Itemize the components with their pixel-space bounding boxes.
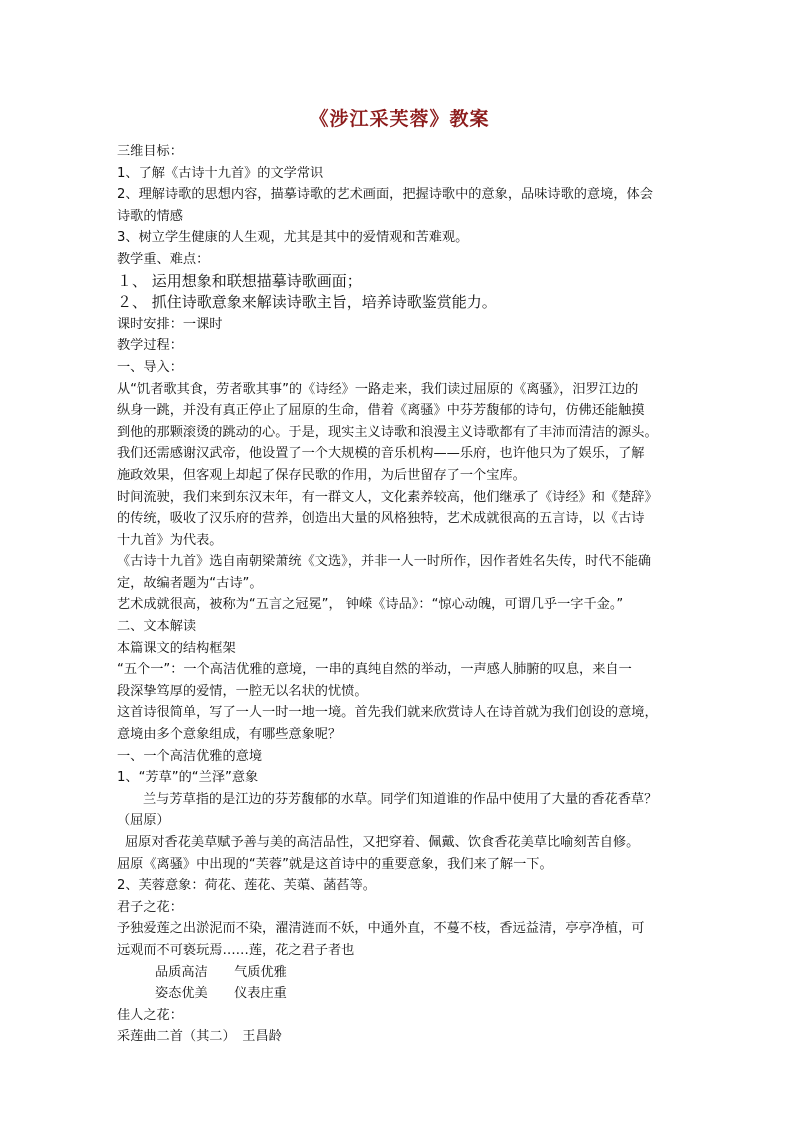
text-line: 时间流驶，我们来到东汉末年，有一群文人，文化素养较高，他们继承了《诗经》和《楚辞》 bbox=[117, 489, 658, 505]
text-line: 从“饥者歌其食，劳者歌其事”的《诗经》一路走来，我们读过屈原的《离骚》，汨罗江边的 bbox=[117, 381, 639, 397]
text-line: 定，故编者题为“古诗”。 bbox=[117, 575, 263, 591]
text-line: 教学重、难点： bbox=[117, 251, 210, 267]
text-line: 的传统，吸收了汉乐府的营养，创造出大量的风格独特，艺术成就很高的五言诗，以《古诗 bbox=[117, 511, 645, 527]
text-line: 远观而不可亵玩焉……莲，花之君子者也 bbox=[117, 942, 355, 958]
text-line: 2、理解诗歌的思想内容，描摹诗歌的艺术画面，把握诗歌中的意象，品味诗歌的意境，体会 bbox=[117, 187, 653, 203]
text-line: 段深挚笃厚的爱情，一腔无以名状的忧愤。 bbox=[117, 683, 368, 699]
text-line: 1、了解《古诗十九首》的文学常识 bbox=[117, 165, 324, 181]
text-line: 艺术成就很高，被称为“五言之冠冕”， 钟嵘《诗品》：“惊心动魄，可谓几乎一字千金。” bbox=[117, 597, 624, 613]
text-line: 一、一个高洁优雅的意境 bbox=[117, 748, 263, 764]
text-line: 十九首》为代表。 bbox=[117, 532, 223, 548]
text-line: 纵身一跳，并没有真正停止了屈原的生命，借着《离骚》中芬芳馥郁的诗句，仿佛还能触摸 bbox=[117, 403, 645, 419]
text-line: 予独爱莲之出淤泥而不染，濯清涟而不妖，中通外直，不蔓不枝，香远益清，亭亭净植，可 bbox=[117, 921, 645, 937]
text-line: 二、文本解读 bbox=[117, 619, 197, 635]
text-line: １、 运用想象和联想描摹诗歌画面； bbox=[117, 271, 362, 290]
text-line: 诗歌的情感 bbox=[117, 208, 183, 224]
text-line: 三维目标： bbox=[117, 144, 183, 159]
text-line: （屈原） bbox=[117, 813, 170, 829]
text-line: 到他的那颗滚烫的跳动的心。于是，现实主义诗歌和浪漫主义诗歌都有了丰沛而清洁的源头。 bbox=[117, 424, 658, 440]
text-line: 教学过程： bbox=[117, 338, 183, 354]
text-line: 意境由多个意象组成，有哪些意象呢？ bbox=[117, 727, 342, 743]
text-line: 君子之花： bbox=[117, 899, 183, 915]
text-line: 一、导入： bbox=[117, 359, 183, 375]
text-line: 2、芙蓉意象：荷花、莲花、芙蕖、菡萏等。 bbox=[117, 878, 376, 894]
document-body bbox=[117, 141, 682, 1048]
text-line: 施政效果，但客观上却起了保存民歌的作用，为后世留存了一个宝库。 bbox=[117, 467, 526, 483]
text-line: 《古诗十九首》选自南朝梁萧统《文选》，并非一人一时所作，因作者姓名失传，时代不能确 bbox=[117, 554, 652, 570]
text-line: ２、 抓住诗歌意象来解读诗歌主旨，培养诗歌鉴赏能力。 bbox=[117, 293, 497, 312]
text-line: 品质高洁 气质优雅 bbox=[155, 964, 287, 980]
text-line: “五个一”：一个高洁优雅的意境，一串的真纯自然的举动，一声感人肺腑的叹息，来自一 bbox=[117, 662, 632, 678]
text-line: 屈原《离骚》中出现的“芙蓉”就是这首诗中的重要意象，我们来了解一下。 bbox=[117, 856, 553, 872]
text-line: 屈原对香花美草赋予善与美的高洁品性，又把穿着、佩戴、饮食香花美草比喻刻苦自修。 bbox=[125, 835, 640, 850]
text-line: 这首诗很简单，写了一人一时一地一境。首先我们就来欣赏诗人在诗首就为我们创设的意境， bbox=[117, 705, 658, 721]
text-line: 采莲曲二首（其二） 王昌龄 bbox=[117, 1029, 282, 1045]
text-line: 课时安排：一课时 bbox=[117, 316, 223, 332]
document-title: 《涉江采芙蓉》教案 bbox=[309, 108, 490, 130]
text-line: 姿态优美 仪表庄重 bbox=[155, 986, 287, 1002]
text-line: 兰与芳草指的是江边的芬芳馥郁的水草。同学们知道谁的作品中使用了大量的香花香草？ bbox=[143, 791, 658, 807]
text-line: 佳人之花： bbox=[117, 1007, 183, 1023]
text-line: 本篇课文的结构框架 bbox=[117, 640, 236, 656]
text-line: 我们还需感谢汉武帝，他设置了一个大规模的音乐机构——乐府，也许他只为了娱乐，了解 bbox=[117, 446, 645, 462]
text-line: 3、树立学生健康的人生观，尤其是其中的爱情观和苦难观。 bbox=[117, 230, 469, 246]
text-line: 1、“芳草”的“兰泽”意象 bbox=[117, 770, 259, 786]
